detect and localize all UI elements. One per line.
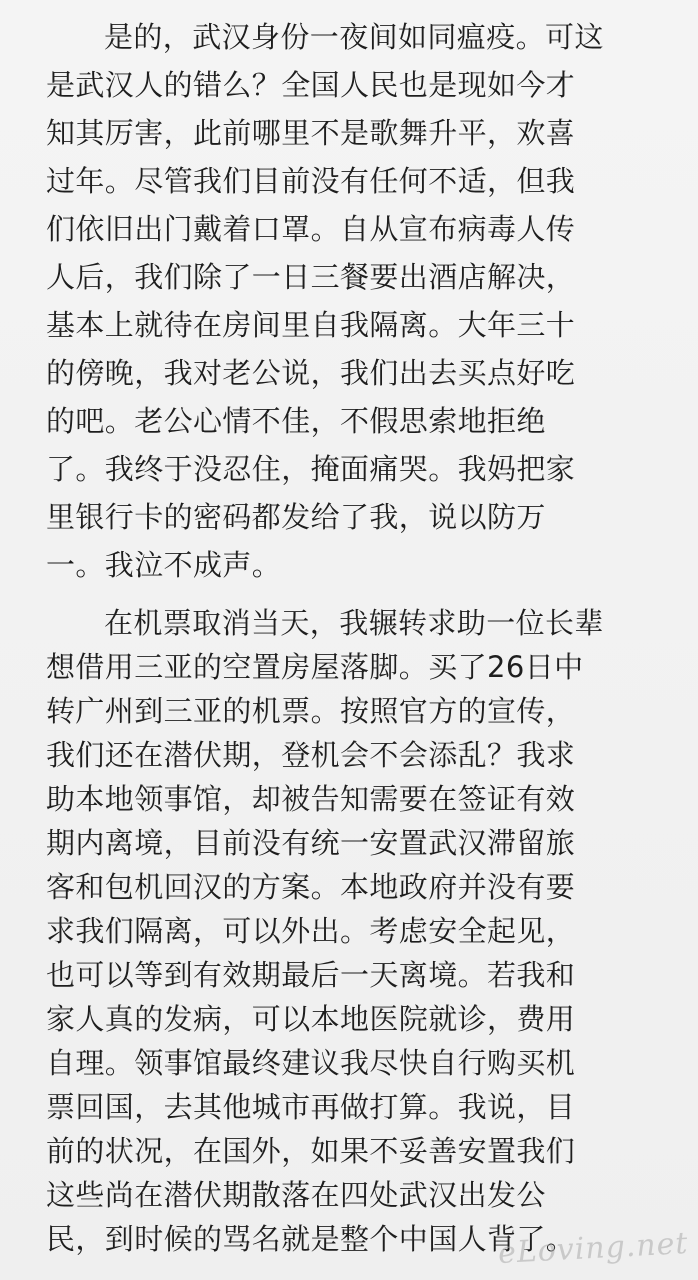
text-line: 求我们隔离，可以外出。考虑安全起见，	[46, 914, 576, 948]
text-line: 里银行卡的密码都发给了我，说以防万	[46, 500, 546, 534]
text-line: 知其厉害，此前哪里不是歌舞升平，欢喜	[46, 116, 576, 150]
text-line: 在机票取消当天，我辗转求助一位长辈	[104, 606, 604, 640]
text-line: 前的状况，在国外，如果不妥善安置我们	[46, 1134, 576, 1168]
text-line: 人后，我们除了一日三餐要出酒店解决，	[46, 260, 576, 294]
text-line: 客和包机回汉的方案。本地政府并没有要	[46, 870, 576, 904]
text-line: 一。我泣不成声。	[46, 548, 282, 582]
text-line: 的傍晚，我对老公说，我们出去买点好吃	[46, 356, 576, 390]
text-line: 转广州到三亚的机票。按照官方的宣传，	[46, 694, 576, 728]
text-line: 这些尚在潜伏期散落在四处武汉出发公	[46, 1178, 546, 1212]
text-line: 民，到时候的骂名就是整个中国人背了。	[46, 1222, 576, 1256]
text-line: 们依旧出门戴着口罩。自从宣布病毒人传	[46, 212, 576, 246]
text-line: 是武汉人的错么？全国人民也是现如今才	[46, 68, 576, 102]
text-line: 的吧。老公心情不佳，不假思索地拒绝	[46, 404, 546, 438]
text-line: 自理。领事馆最终建议我尽快自行购买机	[46, 1046, 576, 1080]
site-watermark: eLoving.net	[496, 1226, 689, 1271]
text-line: 想借用三亚的空置房屋落脚。买了26日中	[46, 650, 584, 684]
text-line: 基本上就待在房间里自我隔离。大年三十	[46, 308, 576, 342]
text-line: 期内离境，目前没有统一安置武汉滞留旅	[46, 826, 576, 860]
text-line: 也可以等到有效期最后一天离境。若我和	[46, 958, 576, 992]
text-line: 家人真的发病，可以本地医院就诊，费用	[46, 1002, 576, 1036]
text-line: 我们还在潜伏期，登机会不会添乱？我求	[46, 738, 576, 772]
text-line: 过年。尽管我们目前没有任何不适，但我	[46, 164, 576, 198]
text-line: 票回国，去其他城市再做打算。我说，目	[46, 1090, 576, 1124]
text-line: 是的，武汉身份一夜间如同瘟疫。可这	[104, 20, 604, 54]
text-line: 助本地领事馆，却被告知需要在签证有效	[46, 782, 576, 816]
text-line: 了。我终于没忍住，掩面痛哭。我妈把家	[46, 452, 576, 486]
